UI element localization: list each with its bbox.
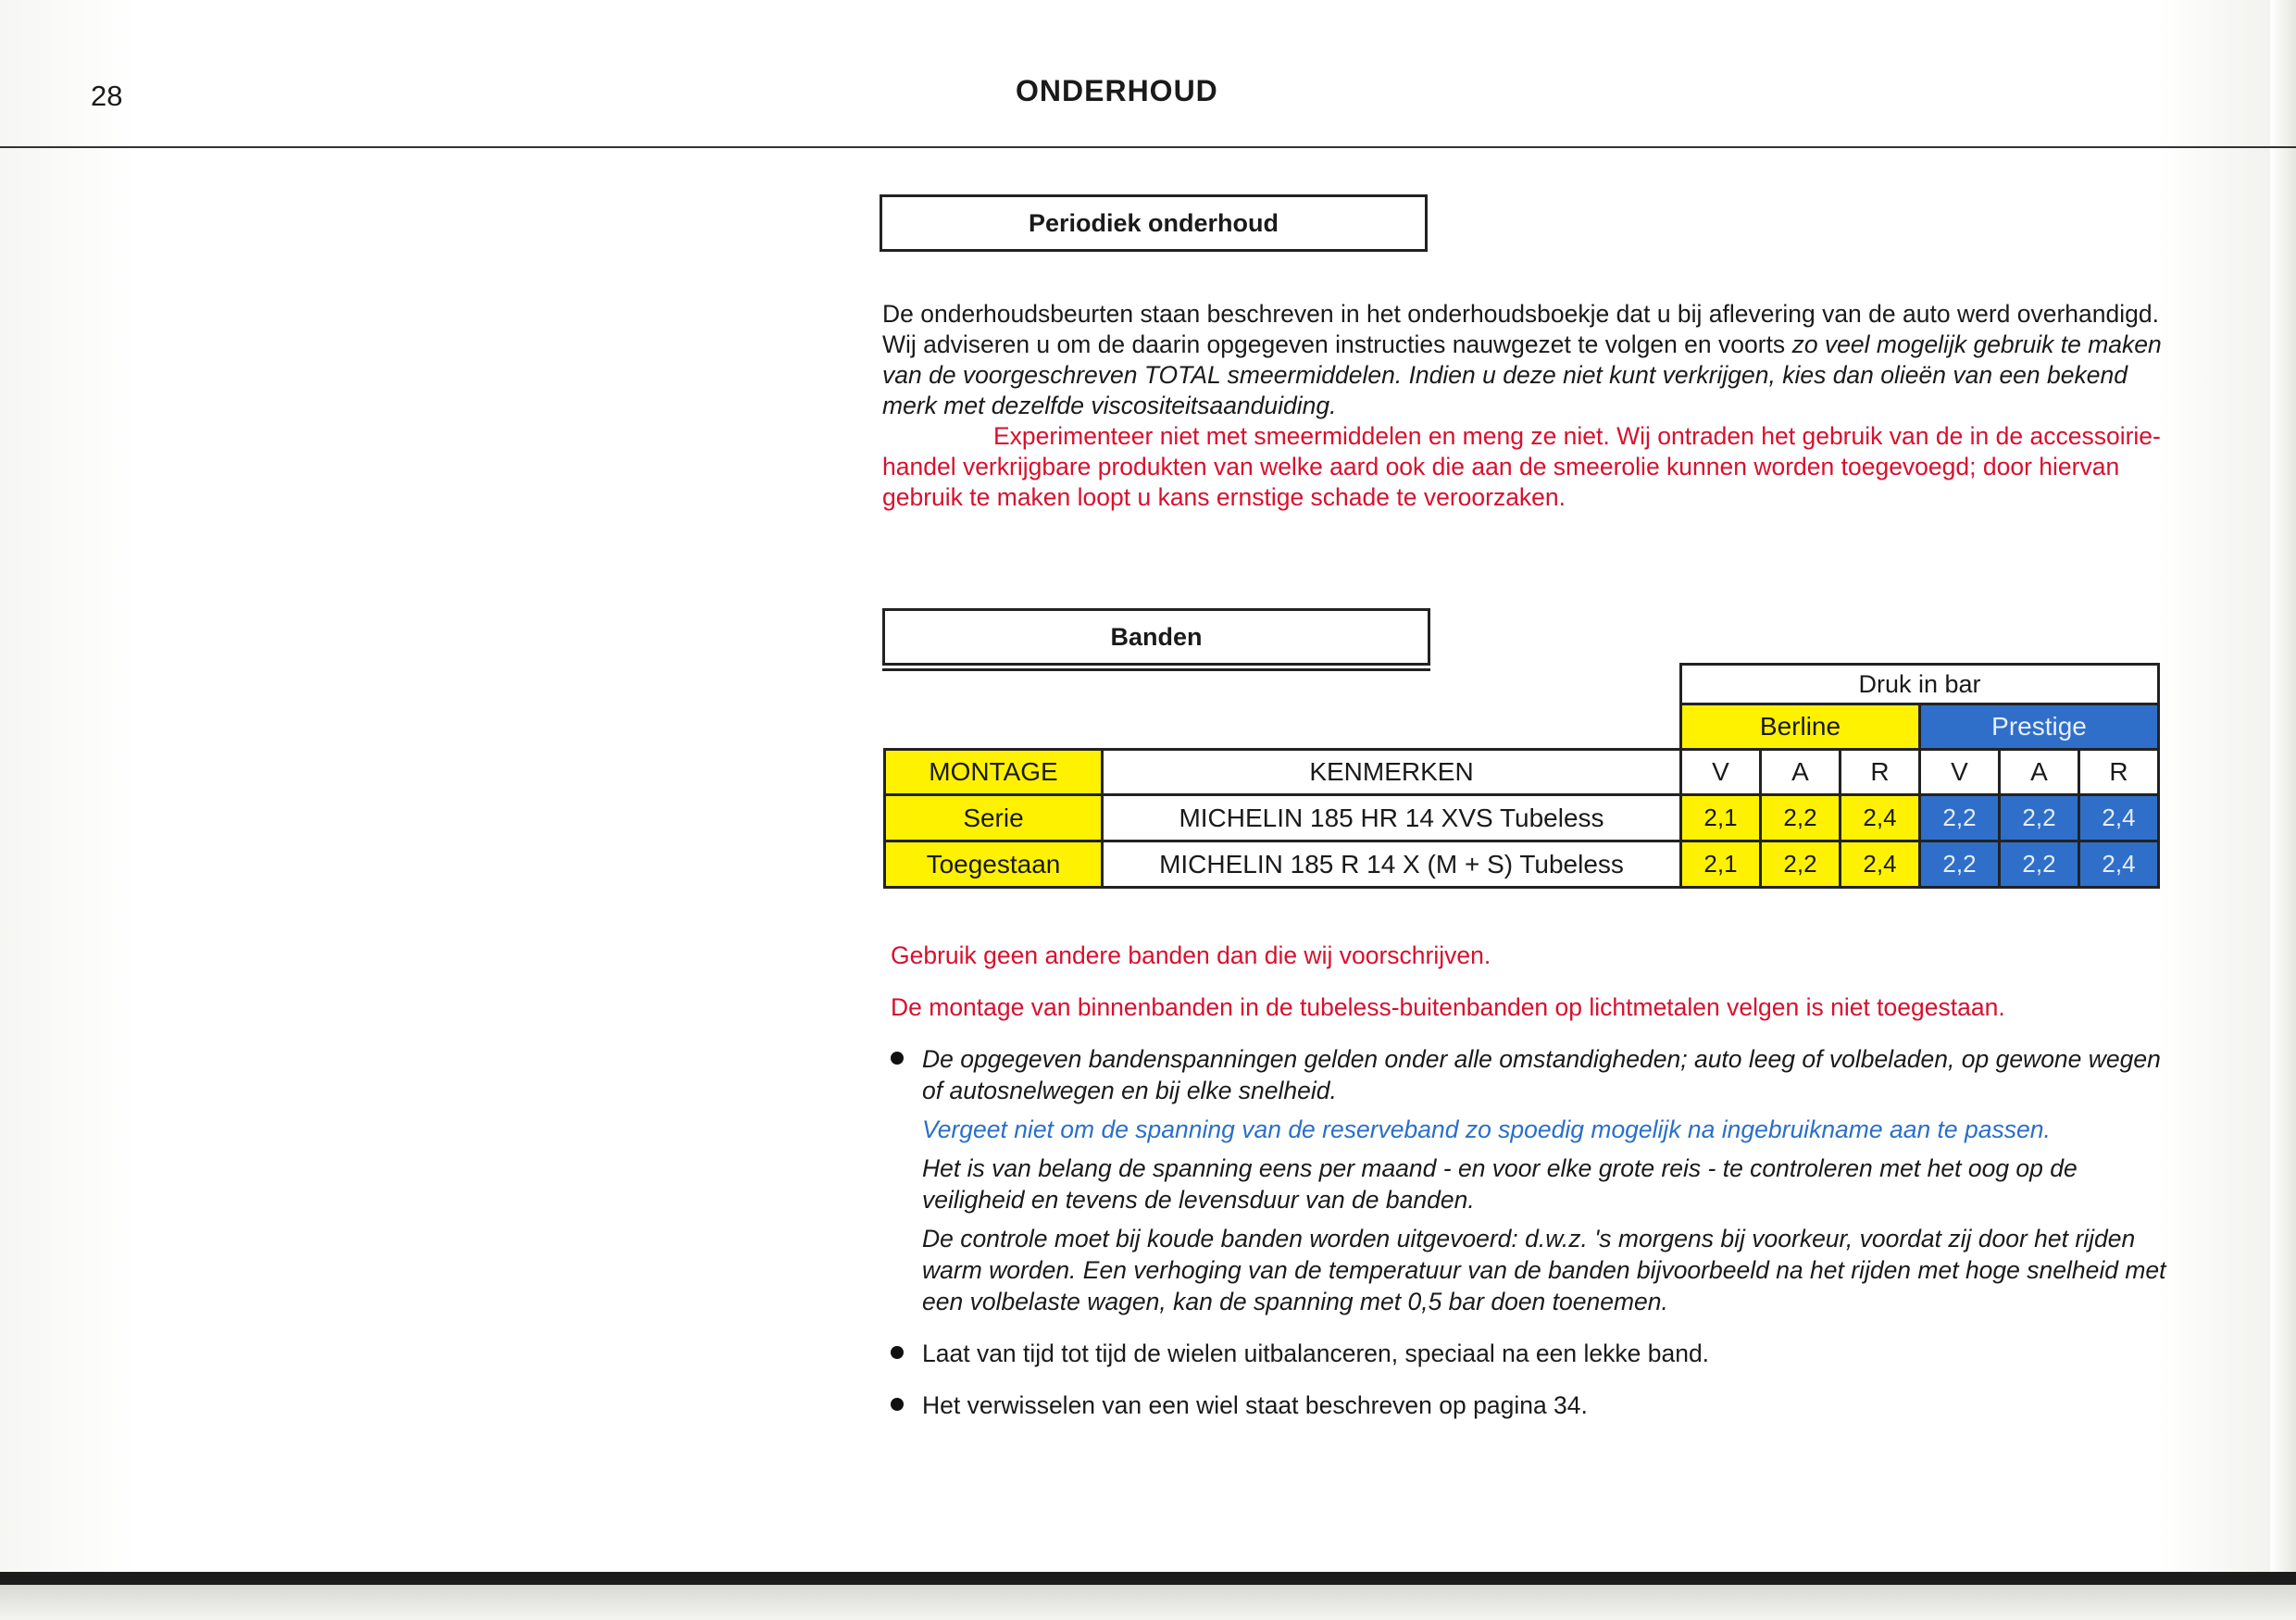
prestige-header: Prestige <box>1920 704 2159 750</box>
monthly-check-note: Het is van belang de spanning eens per maand - en voor elke grote reis - te controleren met het oog op de veiligheid en tevens de levensduur van de banden. <box>922 1154 2078 1214</box>
page-number: 28 <box>91 80 123 112</box>
col-header: R <box>2079 750 2159 795</box>
col-header: R <box>1841 750 1920 795</box>
header-rule <box>0 146 2296 148</box>
col-header: V <box>1920 750 2000 795</box>
montage-cell: Toegestaan <box>885 841 1103 888</box>
pressure-cell: 2,2 <box>1920 841 2000 888</box>
pressure-cell: 2,2 <box>2000 841 2079 888</box>
balancing-note: Laat van tijd tot tijd de wielen uitbalanceren, speciaal na een lekke band. <box>922 1340 1710 1367</box>
cold-tyre-note: De controle moet bij koude banden worden uitgevoerd: d.w.z. 's morgens bij voorkeur, voordat zij door het rijden warm worden. Een verhoging van de temperatuur van de banden bijvoorbeeld na het rijden met hoge snelheid met een volbelaste wagen, kan de spanning met 0,5 bar doen toenemen. <box>922 1225 2166 1315</box>
spare-tyre-note: Vergeet niet om de spanning van de reserveband zo spoedig mogelijk na ingebruikname aan te passen. <box>922 1115 2051 1143</box>
maintenance-italic-text: zo veel mogelijk gebruik te maken van de voorgeschreven TOTAL smeermiddelen. Indien u deze niet kunt verkrijgen, kies dan olieën van een bekend merk met dezelfde viscositeitsaanduiding. <box>882 330 2162 419</box>
tyre-notes <box>891 940 2173 1441</box>
bullet-icon <box>891 1398 904 1411</box>
table-row <box>885 795 2159 841</box>
kenmerken-header: KENMERKEN <box>1103 750 1681 795</box>
list-item <box>891 1338 2173 1369</box>
list-item <box>891 1389 2173 1421</box>
tyre-warning-2: De montage van binnenbanden in de tubeless-buitenbanden op lichtmetalen velgen is niet toegestaan. <box>891 993 2005 1021</box>
pressure-cell: 2,2 <box>1920 795 2000 841</box>
pressure-note: De opgegeven bandenspanningen gelden onder alle omstandigheden; auto leeg of volbeladen, op gewone wegen of autosnelwegen en bij elke snelheid. <box>922 1045 2161 1104</box>
page-edge-shadow <box>2270 0 2296 1574</box>
pressure-cell: 2,4 <box>1841 795 1920 841</box>
section-title-periodiek: Periodiek onderhoud <box>880 194 1428 252</box>
col-header: A <box>1761 750 1841 795</box>
tyre-warning-1: Gebruik geen andere banden dan die wij voorschrijven. <box>891 941 1491 969</box>
col-header: A <box>2000 750 2079 795</box>
bullet-icon <box>891 1346 904 1359</box>
section-title-banden: Banden <box>882 608 1430 666</box>
chapter-title: ONDERHOUD <box>1016 74 1218 107</box>
table-row <box>885 841 2159 888</box>
kenmerken-cell: MICHELIN 185 R 14 X (M + S) Tubeless <box>1103 841 1681 888</box>
pressure-cell: 2,2 <box>1761 795 1841 841</box>
tyre-pressure-table <box>883 663 2160 889</box>
maintenance-text: De onderhoudsbeurten staan beschreven in het onderhoudsboekje dat u bij aflevering van de auto werd overhandigd. Wij adviseren u om de daarin opgegeven instructies nauwgezet te volgen en voorts <box>882 300 2159 358</box>
pressure-cell: 2,4 <box>1841 841 1920 888</box>
pressure-cell: 2,4 <box>2079 841 2159 888</box>
page-bottom-shadow <box>0 1585 2296 1620</box>
bullet-icon <box>891 1052 904 1065</box>
pressure-cell: 2,1 <box>1681 795 1761 841</box>
page-bottom-edge <box>0 1572 2296 1585</box>
maintenance-paragraph <box>882 299 2169 513</box>
lubricant-warning: Experimenteer niet met smeermiddelen en meng ze niet. Wij ontraden het gebruik van de in de accessoirie-handel verkrijgbare produkten van welke aard ook die aan de smeerolie kunnen worden toegevoegd; door hiervan gebruik te maken loopt u kans ernstige schade te veroorzaken. <box>882 422 2161 511</box>
wheel-change-note: Het verwisselen van een wiel staat beschreven op pagina 34. <box>922 1391 1588 1419</box>
pressure-cell: 2,4 <box>2079 795 2159 841</box>
pressure-group-header: Druk in bar <box>1681 665 2159 704</box>
pressure-cell: 2,1 <box>1681 841 1761 888</box>
pressure-cell: 2,2 <box>1761 841 1841 888</box>
berline-header: Berline <box>1681 704 1920 750</box>
pressure-cell: 2,2 <box>2000 795 2079 841</box>
col-header: V <box>1681 750 1761 795</box>
kenmerken-cell: MICHELIN 185 HR 14 XVS Tubeless <box>1103 795 1681 841</box>
list-item <box>891 1043 2173 1317</box>
montage-header: MONTAGE <box>885 750 1103 795</box>
montage-cell: Serie <box>885 795 1103 841</box>
